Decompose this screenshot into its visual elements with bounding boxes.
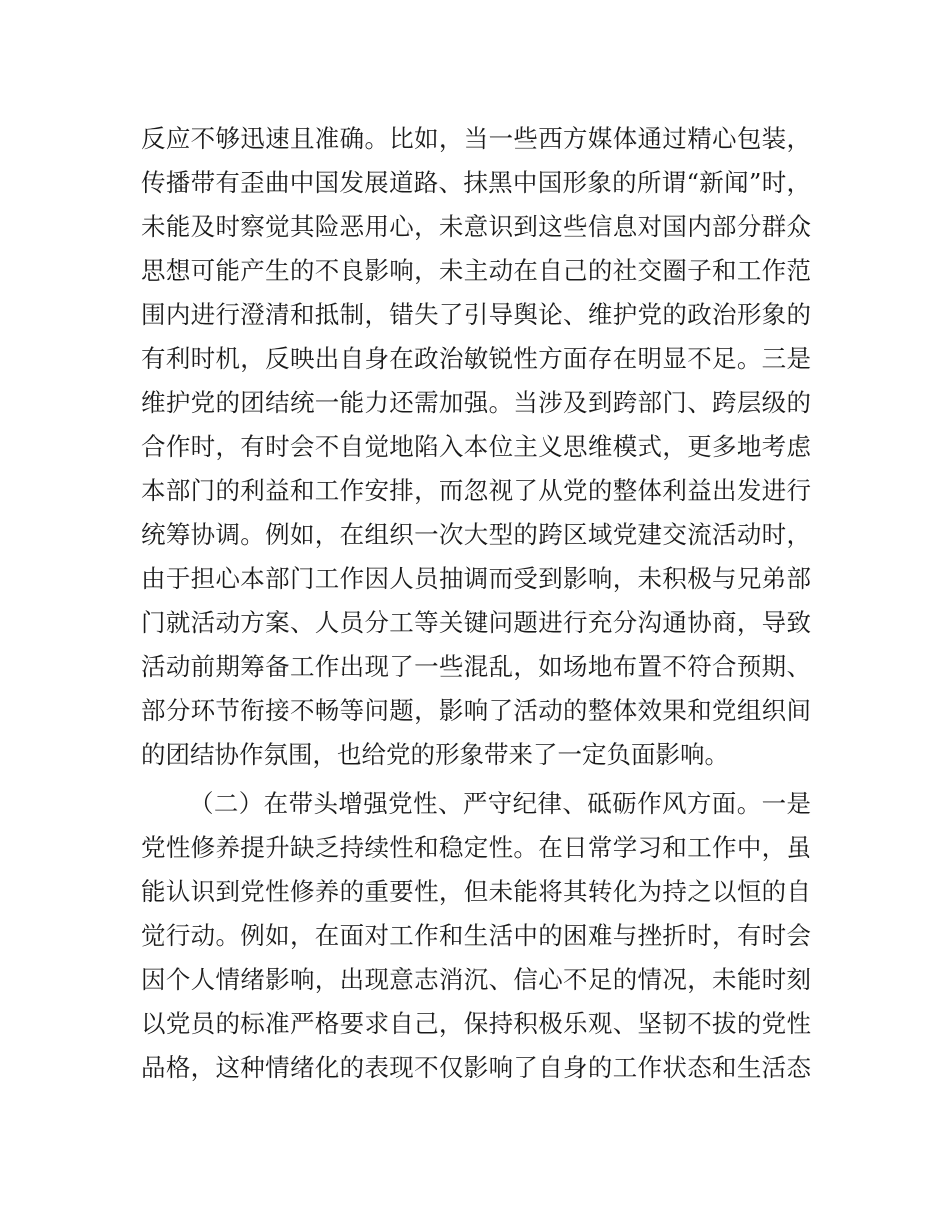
text-line: 部分环节衔接不畅等问题，影响了活动的整体效果和党组织间 <box>141 696 811 725</box>
text-line: 本部门的利益和工作安排，而忽视了从党的整体利益出发进行 <box>141 476 811 505</box>
text-line: 统筹协调。例如，在组织一次大型的跨区域党建交流活动时， <box>141 520 811 549</box>
text-line: 合作时，有时会不自觉地陷入本位主义思维模式，更多地考虑 <box>141 432 811 461</box>
text-line: 的团结协作氛围，也给党的形象带来了一定负面影响。 <box>141 740 729 769</box>
text-line: 有利时机，反映出自身在政治敏锐性方面存在明显不足。三是 <box>141 344 811 373</box>
text-line: 反应不够迅速且准确。比如，当一些西方媒体通过精心包装， <box>141 124 811 153</box>
text-line: 门就活动方案、人员分工等关键问题进行充分沟通协商，导致 <box>141 608 811 637</box>
text-line: 以党员的标准严格要求自己，保持积极乐观、坚韧不拔的党性 <box>141 1009 811 1038</box>
text-line: 党性修养提升缺乏持续性和稳定性。在日常学习和工作中，虽 <box>141 833 811 862</box>
text-line: 因个人情绪影响，出现意志消沉、信心不足的情况，未能时刻 <box>141 965 811 994</box>
section-heading-line: （二）在带头增强党性、严守纪律、砥砺作风方面。一是 <box>189 789 811 818</box>
text-line: 品格，这种情绪化的表现不仅影响了自身的工作状态和生活态 <box>141 1053 811 1082</box>
text-line: 活动前期筹备工作出现了一些混乱，如场地布置不符合预期、 <box>141 652 811 681</box>
text-line: 未能及时察觉其险恶用心，未意识到这些信息对国内部分群众 <box>141 212 811 241</box>
text-line: 维护党的团结统一能力还需加强。当涉及到跨部门、跨层级的 <box>141 388 811 417</box>
text-line: 由于担心本部门工作因人员抽调而受到影响，未积极与兄弟部 <box>141 564 811 593</box>
text-line: 传播带有歪曲中国发展道路、抹黑中国形象的所谓“新闻”时， <box>141 168 811 197</box>
text-line: 能认识到党性修养的重要性，但未能将其转化为持之以恒的自 <box>141 877 811 906</box>
text-line: 觉行动。例如，在面对工作和生活中的困难与挫折时，有时会 <box>141 921 811 950</box>
text-line: 围内进行澄清和抵制，错失了引导舆论、维护党的政治形象的 <box>141 300 811 329</box>
text-line: 思想可能产生的不良影响，未主动在自己的社交圈子和工作范 <box>141 256 811 285</box>
